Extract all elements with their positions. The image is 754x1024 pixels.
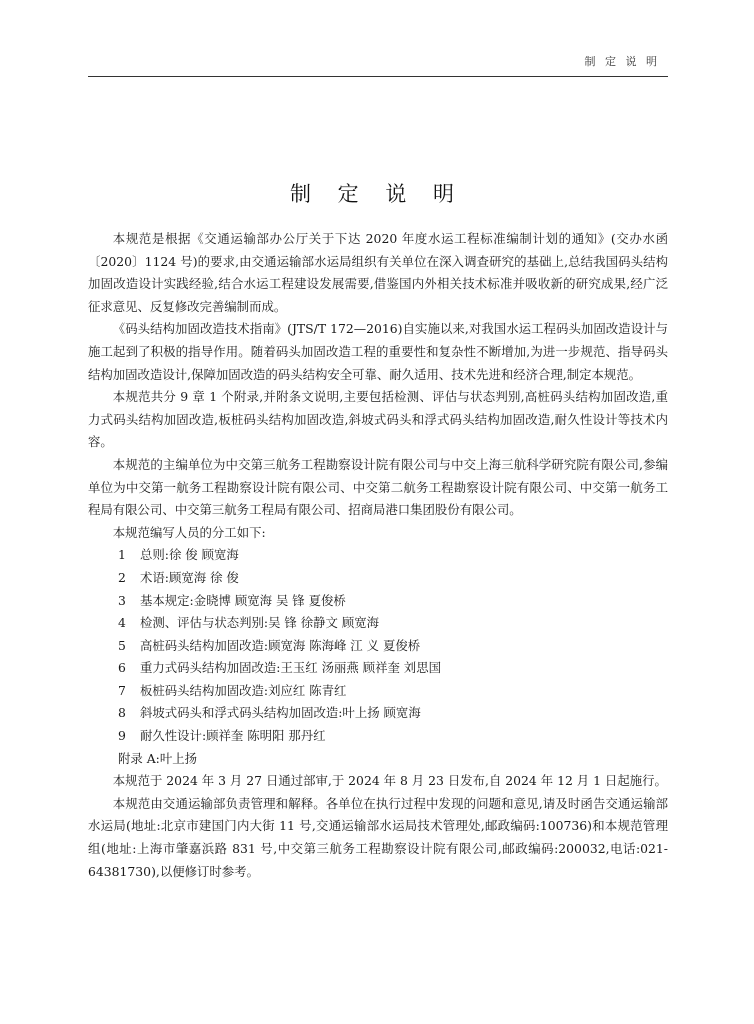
- roster-item-number: 9: [118, 728, 126, 744]
- paragraph-organizations: 本规范的主编单位为中交第三航务工程勘察设计院有限公司与中交上海三航科学研究院有限公司,参编单位为中交第一航务工程勘察设计院有限公司、中交第二航务工程勘察设计院有限公司、中交第一航务工程局有限公司、中交第三航务工程局有限公司、招商局港口集团股份有限公司。: [88, 456, 668, 518]
- roster-item-text: 重力式码头结构加固改造:王玉红 汤丽燕 顾祥奎 刘思国: [140, 660, 441, 676]
- roster-item-number: 8: [118, 705, 126, 721]
- paragraph-roster-intro: 本规范编写人员的分工如下:: [112, 524, 266, 540]
- appendix-author-line: 附录 A:叶上扬: [118, 750, 198, 766]
- roster-item: [88, 567, 668, 590]
- paragraph-basis: 本规范是根据《交通运输部办公厅关于下达 2020 年度水运工程标准编制计划的通知》(交办水函〔2020〕1124 号)的要求,由交通运输部水运局组织有关单位在深入调查研究的基础上,总结我国码头结构加固改造设计实践经验,结合水运工程建设发展需要,借鉴国内外相关技术标准并吸收新的研究成果,经广泛征求意见、反复修改完善编制而成。: [88, 231, 668, 314]
- roster-item-text: 基本规定:金晓博 顾宽海 吴 锋 夏俊桥: [140, 592, 346, 608]
- roster-item-text: 斜坡式码头和浮式码头结构加固改造:叶上扬 顾宽海: [140, 705, 421, 721]
- roster-item-text: 耐久性设计:顾祥奎 陈明阳 那丹红: [140, 728, 326, 744]
- roster-item-text: 高桩码头结构加固改造:顾宽海 陈海峰 江 义 夏俊桥: [140, 637, 421, 653]
- roster-item-number: 1: [118, 547, 126, 563]
- roster-item: [88, 725, 668, 748]
- roster-item: [88, 544, 668, 567]
- roster-item: [88, 680, 668, 703]
- running-header: [88, 50, 668, 77]
- roster-item: [88, 702, 668, 725]
- roster-item-text: 检测、评估与状态判别:吴 锋 徐静文 顾宽海: [140, 615, 380, 631]
- roster-item-text: 板桩码头结构加固改造:刘应红 陈青红: [140, 682, 347, 698]
- roster-item: [88, 635, 668, 658]
- paragraph-dates: 本规范于 2024 年 3 月 27 日通过部审,于 2024 年 8 月 23 日发布,自 2024 年 12 月 1 日起施行。: [112, 773, 667, 789]
- roster-item: [88, 657, 668, 680]
- paragraph-contents: 本规范共分 9 章 1 个附录,并附条文说明,主要包括检测、评估与状态判别,高桩码头结构加固改造,重力式码头结构加固改造,板桩码头结构加固改造,斜坡式码头和浮式码头结构加固改造,耐久性设计等技术内容。: [88, 389, 668, 450]
- roster-item-number: 3: [118, 592, 126, 608]
- roster-item-number: 6: [118, 660, 126, 676]
- document-body: [88, 228, 668, 883]
- author-roster: [88, 544, 668, 747]
- page-title: 制 定 说 明: [289, 182, 465, 206]
- running-header-title: 制 定 说 明: [584, 55, 660, 68]
- roster-item-number: 4: [118, 615, 126, 631]
- roster-item-number: 5: [118, 637, 126, 653]
- roster-item-text: 总则:徐 俊 顾宽海: [140, 547, 239, 563]
- roster-item-number: 2: [118, 569, 126, 585]
- roster-item: [88, 612, 668, 635]
- roster-item-text: 术语:顾宽海 徐 俊: [140, 569, 239, 585]
- roster-item: [88, 590, 668, 613]
- roster-item-number: 7: [118, 682, 126, 698]
- paragraph-contact: 本规范由交通运输部负责管理和解释。各单位在执行过程中发现的问题和意见,请及时函告交通运输部水运局(地址:北京市建国门内大街 11 号,交通运输部水运局技术管理处,邮政编码:100736)和本规范管理组(地址:上海市肇嘉浜路 831 号,中交第三航务工程勘察设计院有限公司,邮政编码:200032,电话:021-64381730),以便修订时参考。: [88, 795, 668, 879]
- paragraph-background: 《码头结构加固改造技术指南》(JTS/T 172—2016)自实施以来,对我国水运工程码头加固改造设计与施工起到了积极的指导作用。随着码头加固改造工程的重要性和复杂性不断增加,为进一步规范、指导码头结构加固改造设计,保障加固改造的码头结构安全可靠、耐久适用、技术先进和经济合理,制定本规范。: [88, 321, 668, 382]
